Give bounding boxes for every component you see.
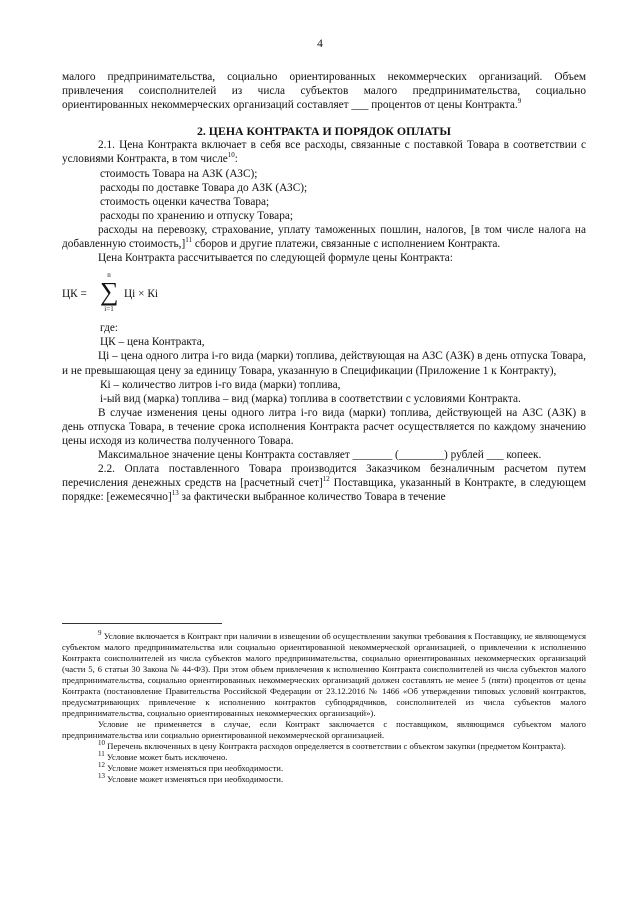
footnote-ref-11: 11 (185, 236, 193, 245)
footnote-ref-12: 12 (322, 475, 330, 484)
sum-upper-limit: n (107, 271, 111, 280)
sigma-icon: ∑ (100, 277, 119, 307)
footnote-10: $^{10}$ Перечень включенных в цену Контракта расходов определяется в соответствии с объектом закупки (предметом Контракта). (98, 739, 566, 751)
list-item: стоимость оценки качества Товара; (100, 195, 270, 208)
list-item: расходы по хранению и отпуску Товара; (100, 209, 293, 222)
section-heading: 2. ЦЕНА КОНТРАКТА И ПОРЯДОК ОПЛАТЫ (197, 124, 451, 139)
formula-lhs: ЦК = (62, 288, 87, 301)
definition: Кi – количество литров i-го вида (марки) топлива, (100, 378, 341, 391)
footnote-separator (62, 623, 222, 624)
definition: ЦК – цена Контракта, (100, 336, 205, 349)
footnote-13: $^{13}$ Условие может изменяться при необходимости. (98, 772, 284, 784)
definition: Цi – цена одного литра i-го вида (марки) топлива, действующая на АЗС (АЗК) в день отпуска Товара, и не превышающая цену за единицу Товара, указанную в Спецификации (Приложение 1 к Контракту), (62, 350, 586, 377)
footnote-ref-13: 13 (171, 489, 179, 498)
clause-2-2: 2.2. Оплата поставленного Товара производится Заказчиком безналичным расчетом путем перечисления денежных средств на [расчетный счет]$^{12}$ Поставщика, указанный в Контракте, в следующем порядке: [ежемесячно]$^{13}$ за фактически выбранное количество Товара в течение (62, 463, 586, 504)
list-item: стоимость Товара на АЗК (АЗС); (100, 167, 258, 180)
paragraph-continuation: малого предпринимательства, социально ориентированных некоммерческих организаций. Объем привлечения соисполнителей из числа субъектов малого предпринимательства, социально ориентированных некоммерческих организаций составляет ___ процентов от цены Контракта.$^9$ (62, 71, 586, 112)
list-item: расходы на перевозку, страхование, уплату таможенных пошлин, налогов, [в том числе налога на добавленную стоимость,]$^{11}$ сборов и другие платежи, связанные с исполнением Контракта. (62, 223, 586, 251)
footnote-11: $^{11}$ Условие может быть исключено. (98, 750, 228, 762)
definition: i-ый вид (марка) топлива – вид (марка) топлива в соответствии с условиями Контракта. (100, 392, 521, 405)
list-item: расходы по доставке Товара до АЗК (АЗС); (100, 181, 308, 194)
sum-lower-limit: i=1 (104, 305, 114, 314)
footnotes (62, 631, 586, 785)
clause-2-1: 2.1. Цена Контракта включает в себя все расходы, связанные с поставкой Товара в соответствии с условиями Контракта, в том числе$^{10}$: (62, 139, 586, 166)
page-number: 4 (317, 38, 323, 50)
max-price-paragraph: Максимальное значение цены Контракта составляет _______ (________) рублей ___ копеек. (98, 449, 542, 462)
footnote-ref-10: 10 (227, 151, 235, 160)
footnote-ref-9: 9 (517, 97, 522, 106)
footnote-9-extra: Условие не применяется в случае, если Контракт заключается с поставщиком, являющимся субъектом малого предпринимательства или социально ориентированной некоммерческой организацией. (62, 719, 586, 740)
formula-where: где: (100, 322, 118, 335)
price-change-paragraph: В случае изменения цены одного литра i-го вида (марки) топлива, действующей на АЗС (АЗК) в день отпуска Товара, в течение срока исполнения Контракта расчет осуществляется по каждому значению цены исходя из количества полученного Товара. (62, 406, 586, 447)
footnote-12: $^{12}$ Условие может изменяться при необходимости. (98, 761, 284, 773)
sum-symbol (100, 271, 118, 313)
formula-intro: Цена Контракта рассчитывается по следующей формуле цены Контракта: (98, 252, 453, 265)
main-text (62, 70, 586, 504)
price-formula (62, 271, 586, 321)
formula-rhs: Цi × Кi (124, 288, 158, 301)
footnote-9: $^9$ Условие включается в Контракт при наличии в извещении об осуществлении закупки требования к Поставщику, не являющемуся субъектом малого предпринимательства или социально ориентированной некоммерческой организацией, о привлечении к исполнению Контракта соисполнителей из числа субъектов малого предпринимательства, социально ориентированных некоммерческих организаций (части 5, 6 статьи 30 Закона № 44-ФЗ). При этом объем привлечения к исполнению Контракта соисполнителей из числа субъектов малого предпринимательства, социально ориентированных некоммерческих организаций должен составлять не менее 5 (пяти) процентов от цены Контракта (постановление Правительства Российской Федерации от 23.12.2016 № 1466 «Об утверждении типовых условий контрактов, предусматривающих привлечение к исполнению контрактов субподрядчиков, соисполнителей из числа субъектов малого предпринимательства, социально ориентированных некоммерческих организаций»). (62, 629, 586, 718)
